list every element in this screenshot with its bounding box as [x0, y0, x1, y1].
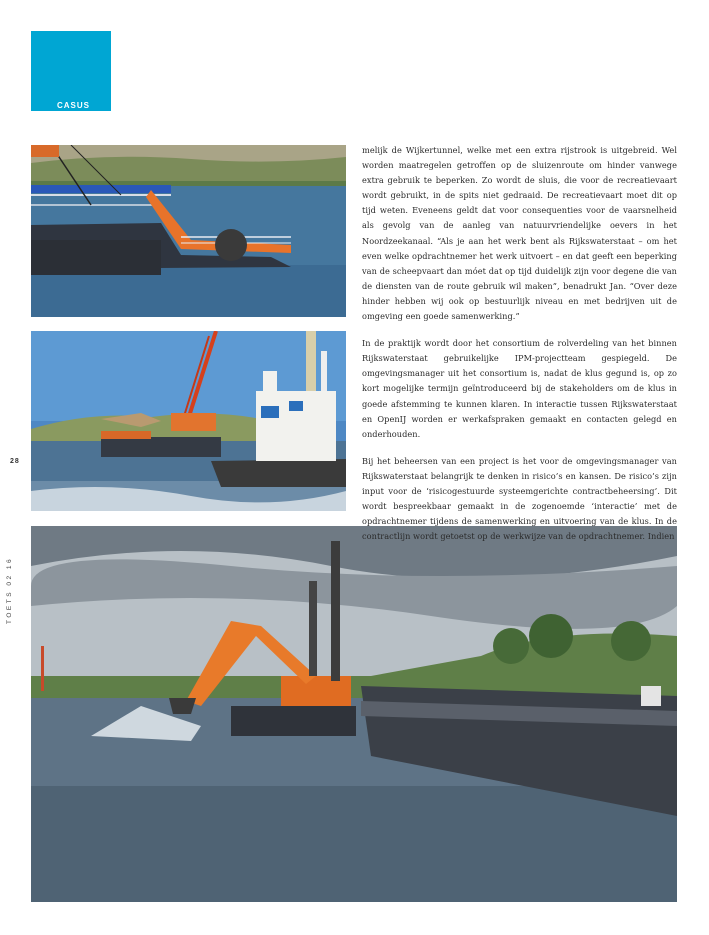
- photo-dredging-pontoon: [31, 145, 346, 317]
- running-title: TOETS 02 16: [6, 556, 13, 624]
- photo-excavator-barge: [31, 526, 677, 902]
- paragraph-1: melijk de Wijkertunnel, welke met een extra rijstrook is uitgebreid. Wel worden maatregelen getroffen op de sluizenroute om hinder vanwege extra gebruik te beperken. Zo wordt de sluis, die voor de recreatievaart wordt gebruikt, in de spits niet gedraaid. De recreatievaart moet dit op tijd weten. Eveneens geldt dat voor consequenties voor de vaarsnelheid als gevolg van de aanleg van natuurvriendelijke oevers in het Noordzeekanaal. “Als je aan het werk bent als Rijkswaterstaat – om het even welke opdrachtnemer het werk uitvoert – en dat geeft een beperking van de scheepvaart dan móet dat op tijd duidelijk zijn voor degene die van de diensten van de route gebruik wil maken”, benadrukt Jan. “Over deze hinder hebben wij ook op bestuurlijk niveau en met bedrijven uit de omgeving een goede samenwerking.”: [362, 145, 677, 322]
- section-tag-casus: [31, 31, 111, 111]
- page-number: 28: [10, 458, 20, 465]
- section-tag-label: CASUS: [57, 101, 91, 110]
- photo-crane-barge-tug: [31, 331, 346, 511]
- article-body: [362, 143, 677, 556]
- paragraph-3: Bij het beheersen van een project is het voor de omgevingsmanager van Rijkswaterstaat belangrijk te denken in risico’s en kansen. De risico’s zijn input voor de ‘risicogestuurde systeemgerichte contractbeheersing’. Dit wordt bespreekbaar gemaakt in de zogenoemde ‘interactie’ met de opdrachtnemer tijdens de samenwerking en uitvoering van de klus. In de contractlijn wordt getoetst op de werkwijze van de opdrachtnemer. Indien: [362, 455, 677, 542]
- paragraph-2: In de praktijk wordt door het consortium de rolverdeling van het binnen Rijkswaterstaat gebruikelijke IPM-projectteam gespiegeld. De omgevingsmanager uit het consortium is, nadat de klus gegund is, op zo kort mogelijke termijn geïntroduceerd bij de stakeholders om de klus in goede afstemming te kunnen klaren. In interactie tussen Rijkswaterstaat en OpenIJ worden er werkafspraken gemaakt en contacten gelegd en onderhouden.: [362, 338, 677, 439]
